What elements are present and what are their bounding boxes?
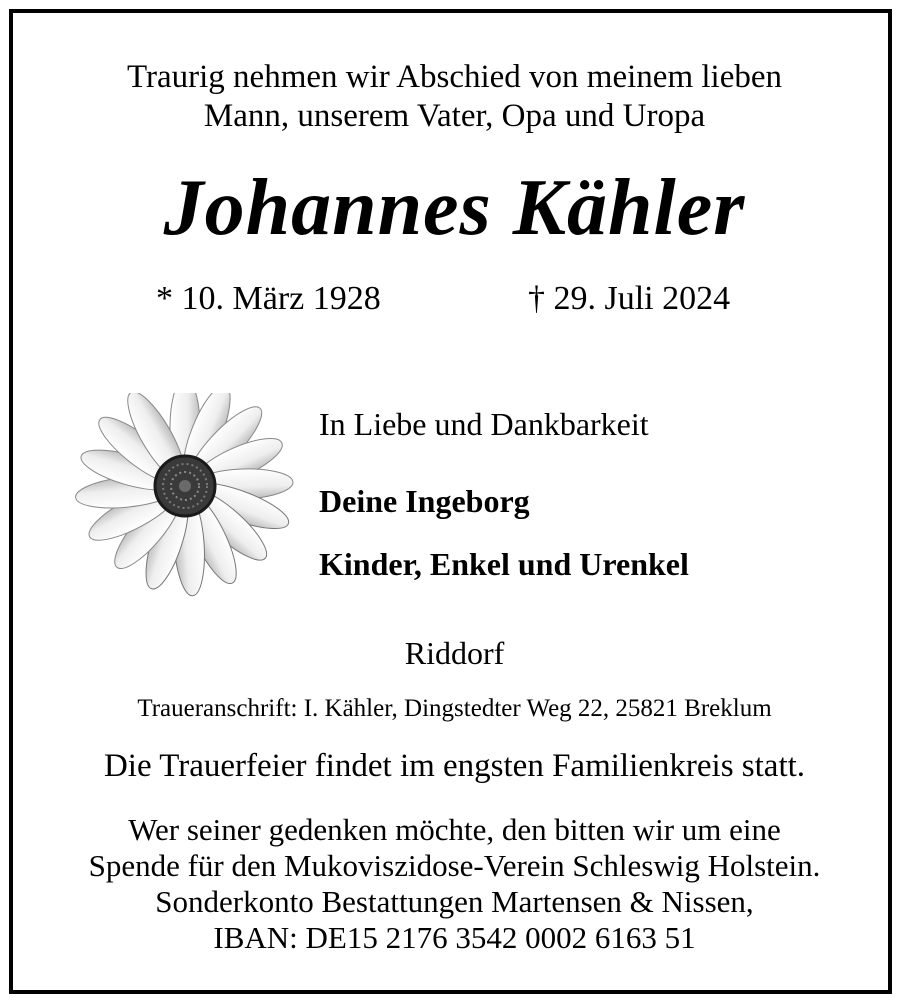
intro-line-1: Traurig nehmen wir Abschied von meinem lieben bbox=[127, 59, 782, 95]
death-date: † 29. Juli 2024 bbox=[528, 280, 731, 317]
donation-line-2: Spende für den Mukoviszidose-Verein Schleswig Holstein. bbox=[88, 848, 821, 883]
town: Riddorf bbox=[404, 635, 505, 671]
daisy-flower-icon bbox=[73, 393, 305, 607]
deceased-name: Johannes Kähler bbox=[163, 164, 746, 252]
donation-line-3: Sonderkonto Bestattungen Martensen & Nissen, bbox=[155, 884, 754, 919]
signatory-family: Kinder, Enkel und Urenkel bbox=[319, 546, 689, 582]
ceremony-note: Die Trauerfeier findet im engsten Familienkreis statt. bbox=[103, 748, 806, 784]
obituary-notice bbox=[9, 9, 892, 994]
donation-iban: IBAN: DE15 2176 3542 0002 6163 51 bbox=[213, 920, 696, 955]
donation-line-1: Wer seiner gedenken möchte, den bitten wir um eine bbox=[128, 812, 781, 847]
intro-line-2: Mann, unserem Vater, Opa und Uropa bbox=[203, 98, 706, 134]
birth-date: * 10. März 1928 bbox=[156, 280, 381, 317]
closing-phrase: In Liebe und Dankbarkeit bbox=[319, 406, 649, 442]
mourning-address: Traueranschrift: I. Kähler, Dingstedter Weg 22, 25821 Breklum bbox=[137, 695, 772, 722]
signatory-spouse: Deine Ingeborg bbox=[319, 483, 530, 519]
